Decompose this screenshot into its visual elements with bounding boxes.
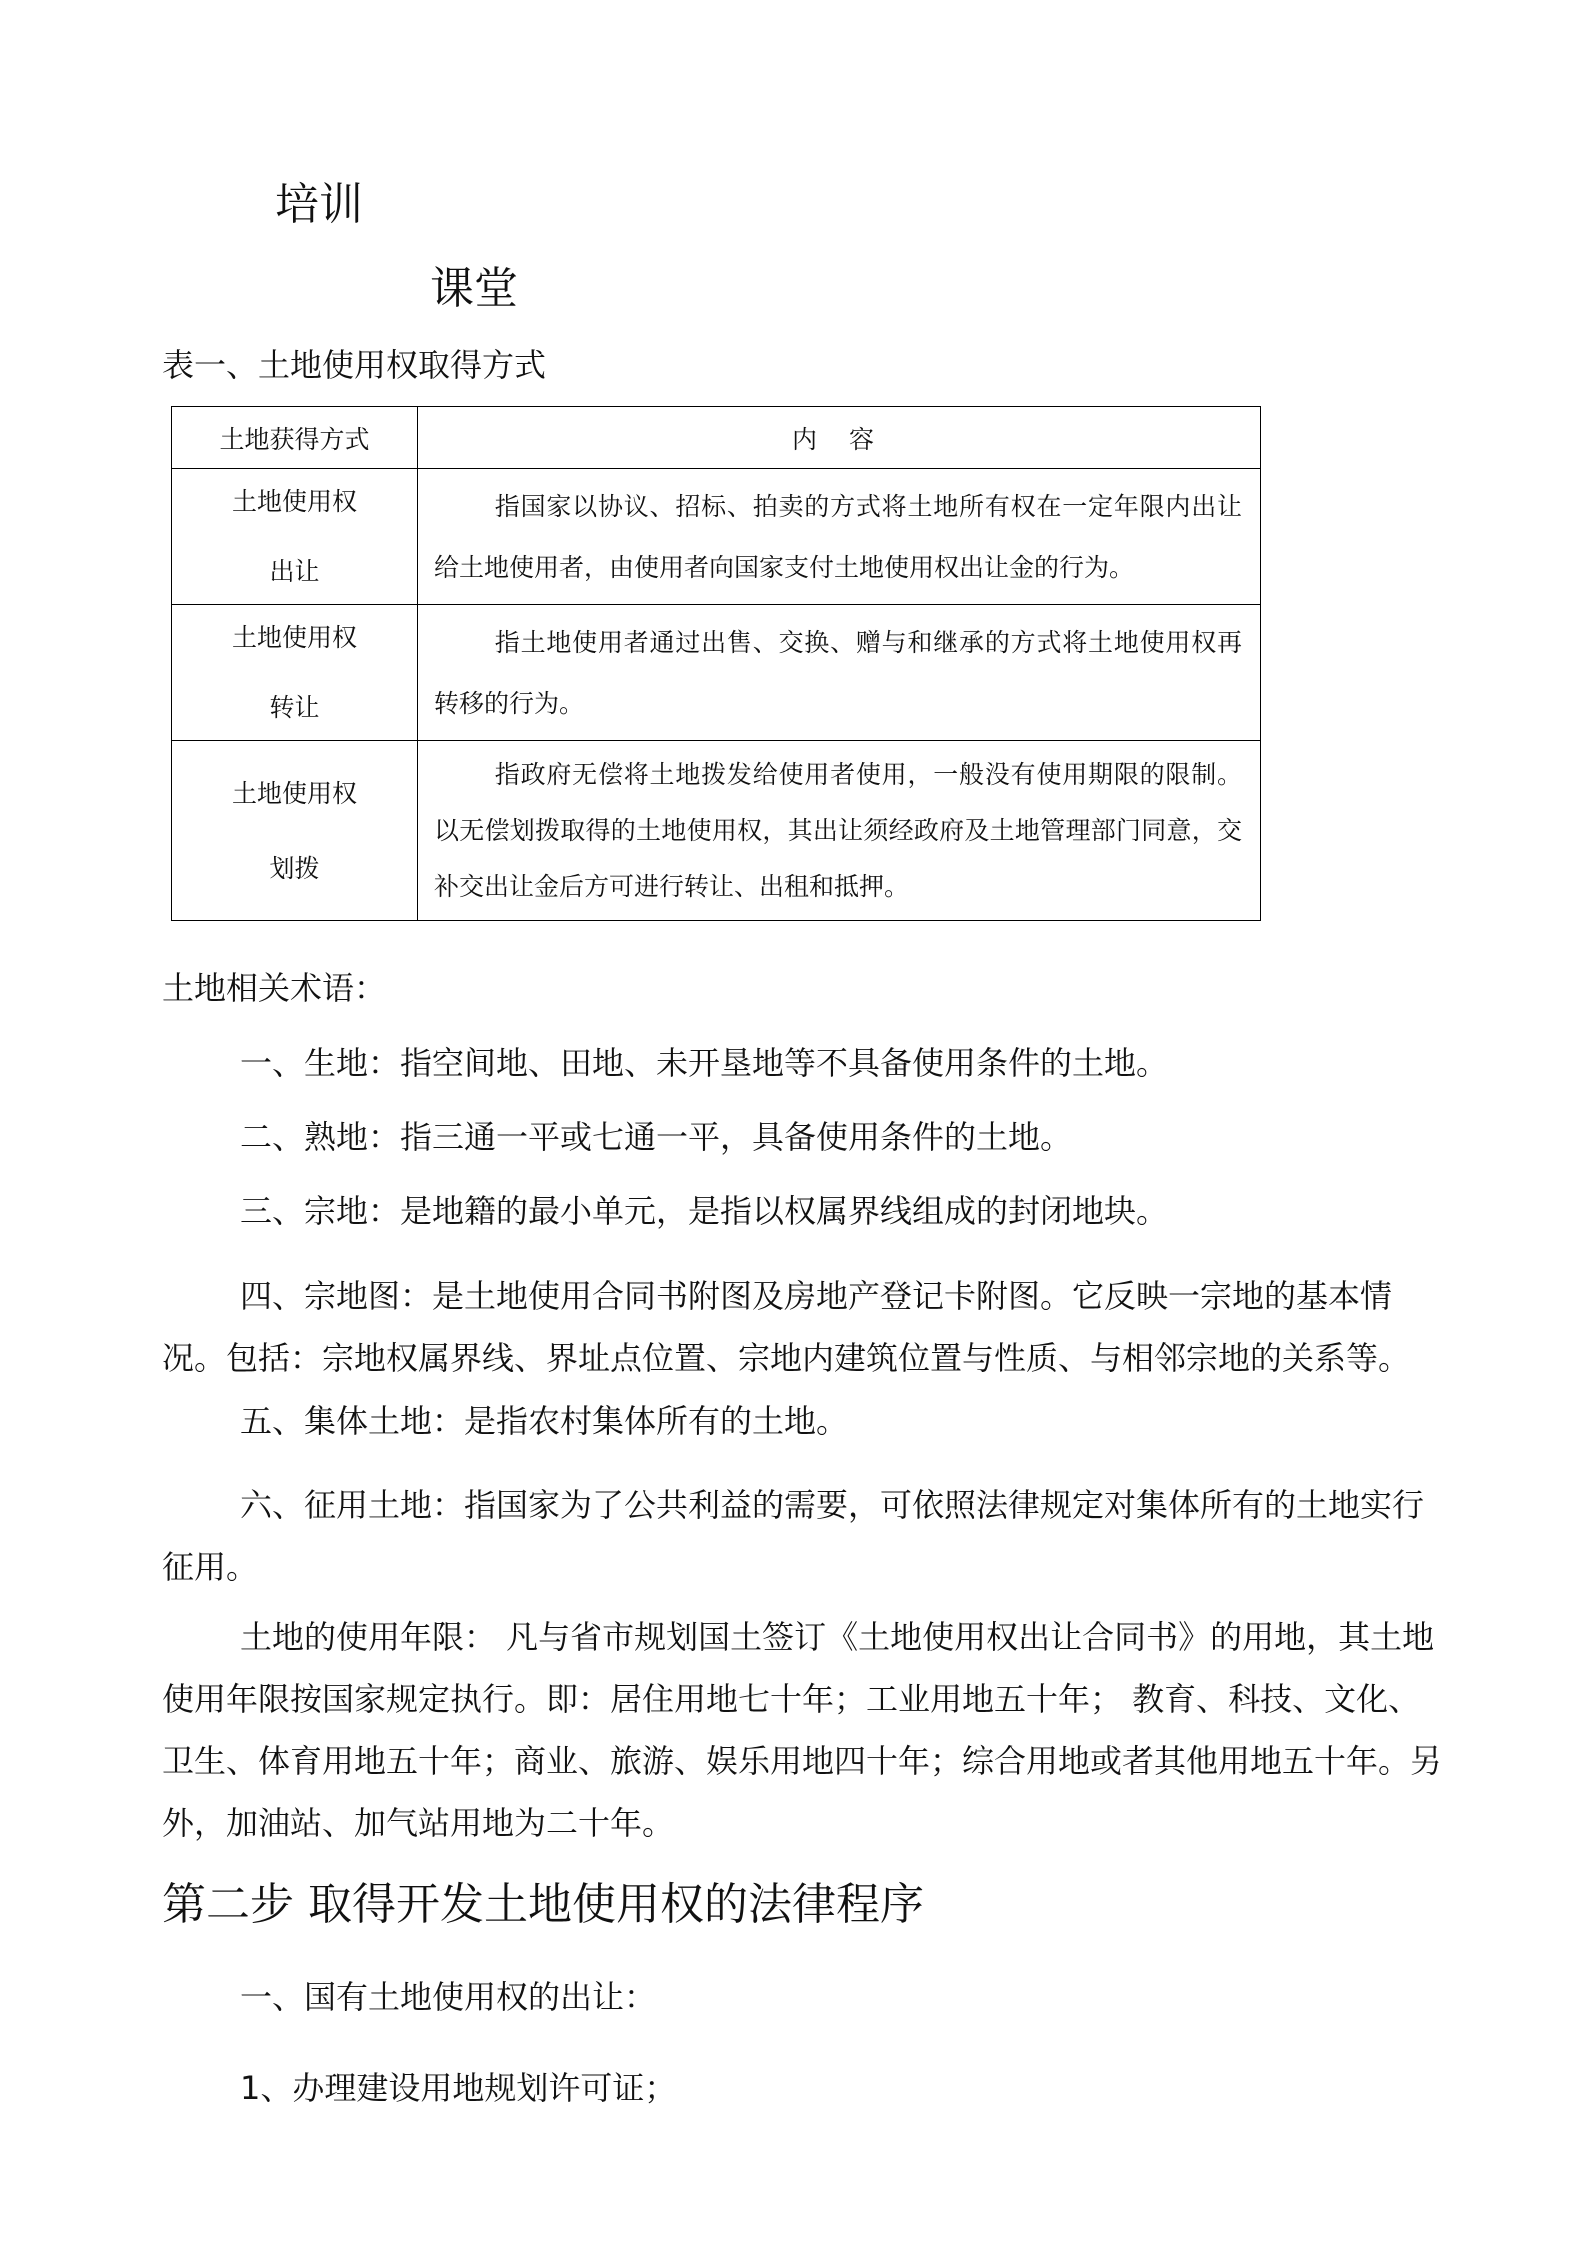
term-item: 五、集体土地：是指农村集体所有的土地。 (240, 1402, 849, 1440)
term-item: 四、宗地图：是土地使用合同书附图及房地产登记卡附图。它反映一宗地的基本情况。包括：宗地权属界线、界址点位置、宗地内建筑位置与性质、与相邻宗地的关系等。 (162, 1277, 1411, 1377)
term-item: 二、熟地：指三通一平或七通一平，具备使用条件的土地。 (240, 1118, 1073, 1156)
content-text: 指国家以协议、招标、拍卖的方式将土地所有权在一定年限内出让给土地使用者，由使用者向国家支付土地使用权出让金的行为。 (434, 491, 1242, 582)
table-row (172, 741, 1261, 921)
table-row (172, 605, 1261, 741)
method-line-1: 土地使用权 (231, 487, 357, 516)
method-cell (172, 605, 418, 741)
section-title: 第二步 取得开发土地使用权的法律程序 (162, 1879, 924, 1930)
sub-item: 1、办理建设用地规划许可证； (240, 2069, 677, 2107)
method-line-1: 土地使用权 (231, 623, 357, 652)
method-cell (172, 469, 418, 605)
term-item: 六、征用土地：指国家为了公共利益的需要，可依照法律规定对集体所有的土地实行征用。 (162, 1486, 1425, 1586)
content-cell (418, 605, 1261, 741)
method-line-2: 划拨 (269, 853, 320, 883)
column-header-content: 内 容 (418, 407, 1261, 469)
content-text: 指政府无偿将土地拨发给使用者使用，一般没有使用期限的限制。以无偿划拨取得的土地使用权，其出让须经政府及土地管理部门同意，交补交出让金后方可进行转让、出租和抵押。 (434, 759, 1242, 901)
content-cell (418, 741, 1261, 921)
term-item: 一、生地：指空间地、田地、未开垦地等不具备使用条件的土地。 (240, 1044, 1169, 1082)
method-line-2: 出让 (269, 557, 320, 586)
table-row (172, 469, 1261, 605)
method-line-1: 土地使用权 (231, 778, 357, 808)
sub-item: 一、国有土地使用权的出让： (240, 1978, 657, 2016)
table-caption: 表一、土地使用权取得方式 (162, 346, 547, 384)
terms-heading: 土地相关术语： (162, 969, 387, 1007)
table-header-row (172, 407, 1261, 469)
content-cell (418, 469, 1261, 605)
content-text: 指土地使用者通过出售、交换、赠与和继承的方式将土地使用权再转移的行为。 (434, 627, 1242, 718)
term-item: 三、宗地：是地籍的最小单元，是指以权属界线组成的封闭地块。 (240, 1192, 1169, 1230)
column-header-method: 土地获得方式 (172, 407, 418, 469)
land-acquisition-table (171, 406, 1261, 921)
usage-term-paragraph: 土地的使用年限： 凡与省市规划国土签订《土地使用权出让合同书》的用地，其土地使用年限按国家规定执行。即：居住用地七十年；工业用地五十年； 教育、科技、文化、卫生、体育用地五十年；商业、旅游、娱乐用地四十年；综合用地或者其他用地五十年。另外，加油站、加气站用地为二十年。 (162, 1618, 1443, 1842)
header-line-2: 课堂 (430, 263, 518, 314)
header-line-1: 培训 (275, 179, 363, 230)
method-cell (172, 741, 418, 921)
method-line-2: 转让 (269, 693, 320, 722)
